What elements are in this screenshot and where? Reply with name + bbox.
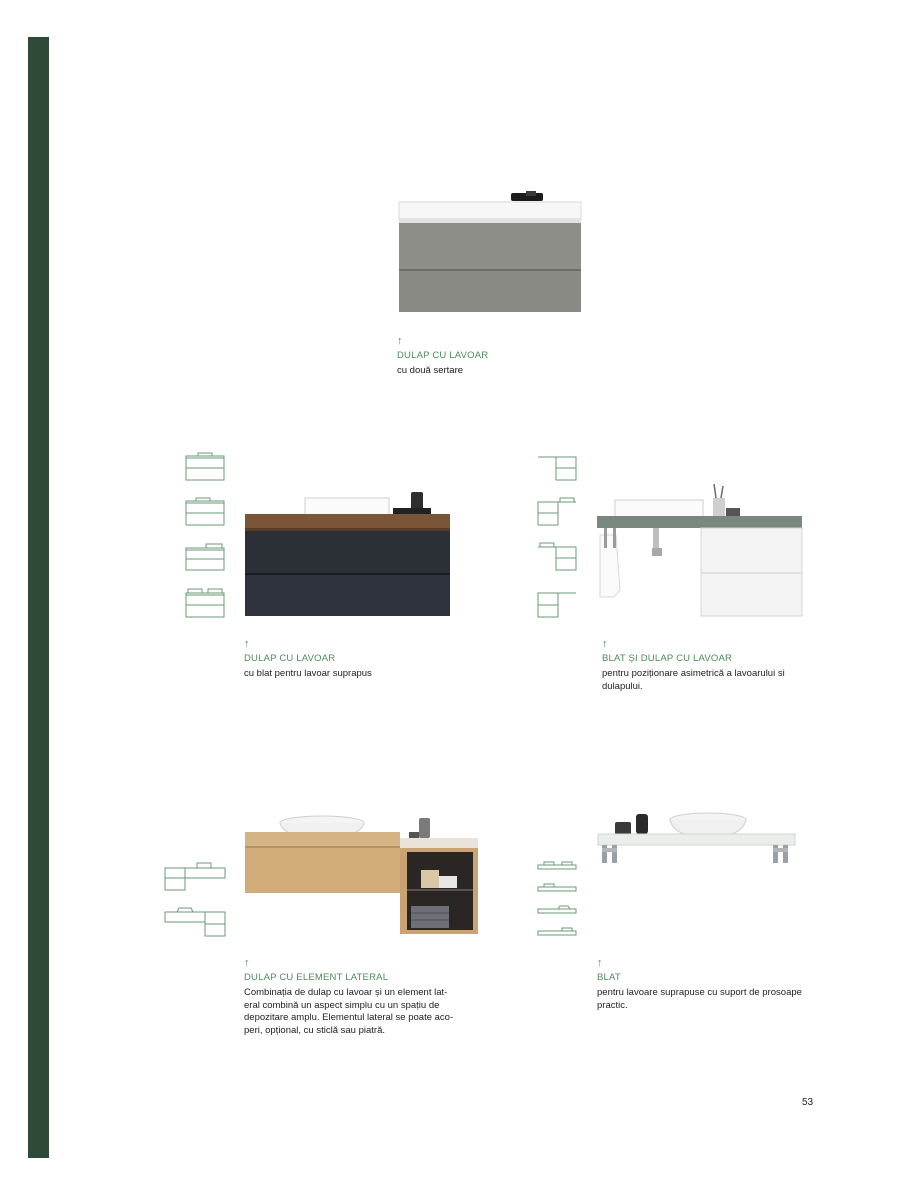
config-diagram-asymmetric-2 — [536, 497, 580, 527]
page-number: 53 — [802, 1097, 814, 1108]
product-title: BLAT — [597, 972, 621, 983]
config-diagram-vessel-top-3 — [184, 542, 228, 572]
product-caption-3 — [602, 638, 832, 693]
config-diagram-side-element-1 — [163, 860, 227, 892]
config-diagram-top-4 — [536, 926, 580, 938]
config-diagram-asymmetric-4 — [536, 587, 580, 619]
config-diagram-top-1 — [536, 860, 580, 872]
product-title: DULAP CU LAVOAR — [244, 653, 336, 664]
product-caption-5 — [597, 957, 837, 1012]
product-description: cu două sertare — [397, 365, 464, 376]
product-caption-4 — [244, 957, 484, 1037]
config-diagram-side-element-2 — [163, 906, 227, 938]
config-diagram-asymmetric-1 — [536, 452, 580, 482]
arrow-up-icon: ↑ — [602, 638, 608, 650]
arrow-up-icon: ↑ — [397, 335, 403, 347]
config-diagram-asymmetric-3 — [536, 542, 580, 572]
product-description: pentru poziționare asimetrică a lavoarului si dulapului. — [602, 668, 785, 692]
product-description: Combinația de dulap cu lavoar și un element lat- eral combină un aspect simplu cu un spațiu de depozitare amplu. Elementul lateral se poate aco- peri, opțional, cu sticlă sau piatră. — [244, 987, 454, 1036]
product-description: pentru lavoare suprapuse cu suport de prosoape practic. — [597, 987, 802, 1011]
arrow-up-icon: ↑ — [244, 957, 250, 969]
config-diagram-vessel-top-2 — [184, 497, 228, 527]
product-image-vanity-side-element — [243, 810, 483, 942]
config-diagram-top-2 — [536, 882, 580, 894]
side-color-bar — [28, 37, 49, 1158]
config-diagram-top-3 — [536, 904, 580, 916]
product-image-top-towel-rail — [594, 808, 806, 870]
product-title: DULAP CU LAVOAR — [397, 350, 489, 361]
product-caption-1 — [397, 335, 597, 378]
product-title: DULAP CU ELEMENT LATERAL — [244, 972, 389, 983]
product-image-vanity-two-drawers — [395, 188, 590, 318]
arrow-up-icon: ↑ — [597, 957, 603, 969]
product-image-vanity-vessel-top — [243, 488, 455, 620]
arrow-up-icon: ↑ — [244, 638, 250, 650]
config-diagram-vessel-top-4 — [184, 587, 228, 619]
product-title: BLAT ȘI DULAP CU LAVOAR — [602, 653, 733, 664]
product-image-asymmetric-top — [594, 480, 806, 620]
config-diagram-vessel-top-1 — [184, 452, 228, 482]
product-caption-2 — [244, 638, 474, 681]
product-description: cu blat pentru lavoar suprapus — [244, 668, 372, 679]
